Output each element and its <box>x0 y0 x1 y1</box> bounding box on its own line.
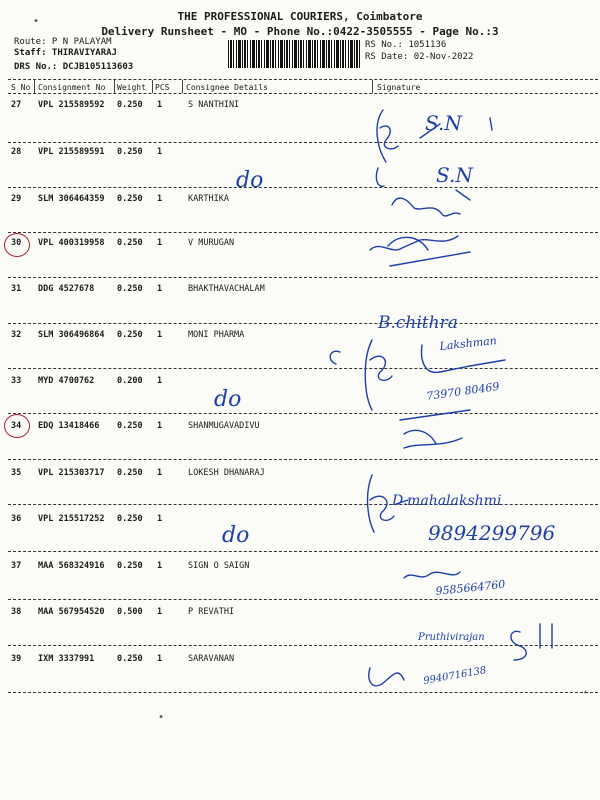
row-sno: 37 <box>11 561 22 571</box>
table-row <box>0 147 600 159</box>
row-consignee: S NANTHINI <box>188 100 240 110</box>
row-pcs: 1 <box>157 194 163 204</box>
rs-date: RS Date: 02-Nov-2022 <box>365 52 474 62</box>
row-divider <box>8 368 598 369</box>
row-sno: 34 <box>11 421 22 431</box>
row-divider <box>8 551 598 552</box>
row-divider <box>8 323 598 324</box>
table-row <box>0 654 600 666</box>
row-consignment: SLM 306464359 <box>38 194 105 204</box>
table-row <box>0 468 600 480</box>
row-consignment: VPL 215589591 <box>38 147 105 157</box>
table-row <box>0 376 600 388</box>
col-weight: Weight <box>117 83 146 92</box>
row-pcs: 1 <box>157 561 163 571</box>
row-sno: 31 <box>11 284 22 294</box>
col-consignee: Consignee Details <box>186 83 268 92</box>
row-weight: 0.250 <box>117 468 143 478</box>
row-divider <box>8 277 598 278</box>
table-row <box>0 421 600 433</box>
row-weight: 0.250 <box>117 194 143 204</box>
table-row <box>0 238 600 250</box>
row-sno: 32 <box>11 330 22 340</box>
row-consignee: SARAVANAN <box>188 654 235 664</box>
col-sno: S No <box>11 83 31 92</box>
row-sno: 29 <box>11 194 22 204</box>
row-sno: 30 <box>11 238 22 248</box>
table-row <box>0 194 600 206</box>
row-weight: 0.250 <box>117 421 143 431</box>
ink-ditto: do <box>222 523 250 548</box>
row-consignment: MAA 567954520 <box>38 607 105 617</box>
row-divider <box>8 142 598 143</box>
row-divider <box>8 692 598 693</box>
row-divider <box>8 413 598 414</box>
drs-number: DRS No.: DCJB105113603 <box>14 62 134 72</box>
row-consignee: SIGN O SAIGN <box>188 561 250 571</box>
row-sno: 28 <box>11 147 22 157</box>
header-rule-bottom <box>8 93 598 94</box>
row-sno: 36 <box>11 514 22 524</box>
ink-phone: 9940716138 <box>422 665 488 687</box>
row-divider <box>8 645 598 646</box>
row-pcs: 1 <box>157 147 163 157</box>
row-divider <box>8 459 598 460</box>
row-pcs: 1 <box>157 376 163 386</box>
table-row <box>0 561 600 573</box>
row-consignment: VPL 215589592 <box>38 100 105 110</box>
row-consignment: SLM 306496864 <box>38 330 105 340</box>
col-divider <box>152 80 153 93</box>
row-sno: 27 <box>11 100 22 110</box>
row-weight: 0.250 <box>117 514 143 524</box>
row-sno: 35 <box>11 468 22 478</box>
rs-number: RS No.: 1051136 <box>365 40 447 50</box>
circle-mark <box>4 414 30 438</box>
barcode <box>228 40 360 68</box>
row-divider <box>8 187 598 188</box>
ink-ditto: do <box>214 387 242 412</box>
ink-ditto: do <box>236 168 264 193</box>
row-pcs: 1 <box>157 284 163 294</box>
row-weight: 0.250 <box>117 284 143 294</box>
row-weight: 0.250 <box>117 561 143 571</box>
row-divider <box>8 599 598 600</box>
row-pcs: 1 <box>157 514 163 524</box>
col-pcs: PCS <box>155 83 170 92</box>
scan-mark: • <box>33 16 40 27</box>
staff-label: Staff: THIRAVIYARAJ <box>14 48 117 58</box>
col-divider <box>34 80 35 93</box>
row-consignee: P REVATHI <box>188 607 235 617</box>
row-pcs: 1 <box>157 654 163 664</box>
header-subtitle: Delivery Runsheet - MO - Phone No.:0422-3505555 - Page No.:3 <box>101 25 499 38</box>
ink-name: D.mahalakshmi <box>392 493 502 509</box>
row-pcs: 1 <box>157 607 163 617</box>
row-sno: 33 <box>11 376 22 386</box>
row-consignment: MAA 568324916 <box>38 561 105 571</box>
ink-phone: 73970 80469 <box>425 379 501 403</box>
col-divider <box>182 80 183 93</box>
ink-name: Lakshman <box>438 334 498 353</box>
row-pcs: 1 <box>157 238 163 248</box>
row-weight: 0.500 <box>117 607 143 617</box>
row-consignee: SHANMUGAVADIVU <box>188 421 260 431</box>
row-sno: 38 <box>11 607 22 617</box>
ink-initials: S.N <box>436 163 473 187</box>
header-company: THE PROFESSIONAL COURIERS, Coimbatore <box>177 10 423 23</box>
col-consignment: Consignment No <box>38 83 106 92</box>
row-consignment: VPL 215303717 <box>38 468 105 478</box>
row-consignment: VPL 400319958 <box>38 238 105 248</box>
table-row <box>0 330 600 342</box>
row-consignment: EDQ 13418466 <box>38 421 100 431</box>
ink-name: B.chithra <box>378 313 458 333</box>
row-consignee: MONI PHARMA <box>188 330 245 340</box>
row-consignment: IXM 3337991 <box>38 654 95 664</box>
row-pcs: 1 <box>157 421 163 431</box>
row-consignee: LOKESH DHANARAJ <box>188 468 265 478</box>
row-weight: 0.250 <box>117 238 143 248</box>
row-divider <box>8 232 598 233</box>
row-divider <box>8 504 598 505</box>
ink-phone: 9585664760 <box>434 577 506 598</box>
circle-mark <box>4 233 30 257</box>
row-weight: 0.250 <box>117 654 143 664</box>
table-row <box>0 514 600 526</box>
row-weight: 0.200 <box>117 376 143 386</box>
scan-mark: ‘ <box>582 690 589 701</box>
row-pcs: 1 <box>157 100 163 110</box>
row-weight: 0.250 <box>117 330 143 340</box>
row-pcs: 1 <box>157 330 163 340</box>
col-divider <box>114 80 115 93</box>
row-consignee: V MURUGAN <box>188 238 235 248</box>
row-consignee: BHAKTHAVACHALAM <box>188 284 265 294</box>
ink-phone: 9894299796 <box>428 521 556 545</box>
route-label: Route: P N PALAYAM <box>14 37 112 47</box>
row-weight: 0.250 <box>117 147 143 157</box>
row-weight: 0.250 <box>117 100 143 110</box>
row-consignment: DDG 4527678 <box>38 284 95 294</box>
table-row <box>0 100 600 112</box>
scan-mark: • <box>158 712 165 723</box>
ink-name: Pruthivirajan <box>418 632 485 643</box>
ink-initials: S.N <box>425 111 462 135</box>
row-consignment: VPL 215517252 <box>38 514 105 524</box>
col-signature: Signature <box>377 83 421 92</box>
row-consignee: KARTHIKA <box>188 194 229 204</box>
table-row <box>0 607 600 619</box>
row-sno: 39 <box>11 654 22 664</box>
col-divider <box>372 80 373 93</box>
header-rule-top <box>8 79 598 80</box>
table-row <box>0 284 600 296</box>
row-consignment: MYD 4700762 <box>38 376 95 386</box>
row-pcs: 1 <box>157 468 163 478</box>
